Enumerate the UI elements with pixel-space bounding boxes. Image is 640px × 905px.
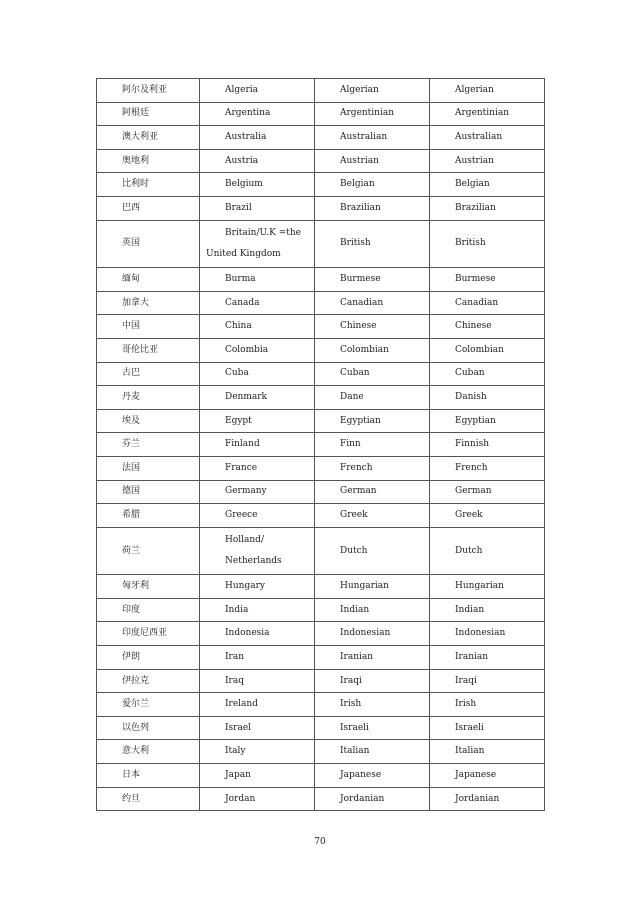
adjective-cell: Colombian: [315, 338, 430, 362]
country-cell: Argentina: [200, 102, 315, 126]
people-cell: Brazilian: [430, 196, 545, 220]
adjective-cell: Austrian: [315, 149, 430, 173]
adjective-cell: Belgian: [315, 173, 430, 197]
table-row: [97, 693, 545, 717]
people-cell: Cuban: [430, 362, 545, 386]
country-cell: Austria: [200, 149, 315, 173]
country-cell: Indonesia: [200, 622, 315, 646]
people-cell: Greek: [430, 504, 545, 528]
people-cell: Japanese: [430, 764, 545, 788]
table-row: [97, 196, 545, 220]
people-cell: Algerian: [430, 79, 545, 103]
people-cell: Irish: [430, 693, 545, 717]
chinese-name-cell: 匈牙利: [97, 575, 200, 599]
country-cell: Australia: [200, 126, 315, 150]
table-row: [97, 480, 545, 504]
adjective-cell: Iraqi: [315, 669, 430, 693]
chinese-name-cell: 丹麦: [97, 386, 200, 410]
country-cell: Cuba: [200, 362, 315, 386]
adjective-cell: Argentinian: [315, 102, 430, 126]
table-row: [97, 598, 545, 622]
table-row: [97, 669, 545, 693]
people-cell: Belgian: [430, 173, 545, 197]
chinese-name-cell: 巴西: [97, 196, 200, 220]
country-cell: Belgium: [200, 173, 315, 197]
adjective-cell: Italian: [315, 740, 430, 764]
country-cell: Jordan: [200, 787, 315, 811]
adjective-cell: Cuban: [315, 362, 430, 386]
chinese-name-cell: 伊拉克: [97, 669, 200, 693]
chinese-name-cell: 以色列: [97, 716, 200, 740]
adjective-cell: British: [315, 220, 430, 268]
people-cell: Finnish: [430, 433, 545, 457]
people-cell: Israeli: [430, 716, 545, 740]
people-cell: Chinese: [430, 315, 545, 339]
people-cell: Colombian: [430, 338, 545, 362]
chinese-name-cell: 古巴: [97, 362, 200, 386]
chinese-name-cell: 日本: [97, 764, 200, 788]
chinese-name-cell: 中国: [97, 315, 200, 339]
adjective-cell: Chinese: [315, 315, 430, 339]
table-row: [97, 575, 545, 599]
chinese-name-cell: 爱尔兰: [97, 693, 200, 717]
country-cell: India: [200, 598, 315, 622]
country-line-2: United Kingdom: [206, 249, 281, 260]
country-cell: Iraq: [200, 669, 315, 693]
people-cell: Indian: [430, 598, 545, 622]
adjective-cell: Australian: [315, 126, 430, 150]
chinese-name-cell: 缅甸: [97, 268, 200, 292]
country-cell: Hungary: [200, 575, 315, 599]
chinese-name-cell: 阿尔及利亚: [97, 79, 200, 103]
chinese-name-cell: 印度尼西亚: [97, 622, 200, 646]
country-cell: [200, 220, 315, 268]
table-row: [97, 433, 545, 457]
country-cell: [200, 527, 315, 575]
chinese-name-cell: 比利时: [97, 173, 200, 197]
people-cell: Iranian: [430, 646, 545, 670]
table-row: [97, 79, 545, 103]
people-cell: German: [430, 480, 545, 504]
country-cell: Egypt: [200, 409, 315, 433]
table-row: [97, 740, 545, 764]
table-row: [97, 173, 545, 197]
adjective-cell: Irish: [315, 693, 430, 717]
adjective-cell: Burmese: [315, 268, 430, 292]
country-cell: Germany: [200, 480, 315, 504]
chinese-name-cell: 加拿大: [97, 291, 200, 315]
people-cell: Jordanian: [430, 787, 545, 811]
chinese-name-cell: 澳大利亚: [97, 126, 200, 150]
people-cell: French: [430, 456, 545, 480]
people-cell: British: [430, 220, 545, 268]
people-cell: Argentinian: [430, 102, 545, 126]
adjective-cell: Finn: [315, 433, 430, 457]
country-cell: China: [200, 315, 315, 339]
adjective-cell: Canadian: [315, 291, 430, 315]
chinese-name-cell: 希腊: [97, 504, 200, 528]
table-row: [97, 764, 545, 788]
people-cell: Hungarian: [430, 575, 545, 599]
chinese-name-cell: 英国: [97, 220, 200, 268]
table-row: [97, 126, 545, 150]
people-cell: Egyptian: [430, 409, 545, 433]
adjective-cell: Dutch: [315, 527, 430, 575]
adjective-cell: Israeli: [315, 716, 430, 740]
people-cell: Danish: [430, 386, 545, 410]
table-row: [97, 622, 545, 646]
adjective-cell: Hungarian: [315, 575, 430, 599]
country-cell: Algeria: [200, 79, 315, 103]
country-line-2: Netherlands: [225, 556, 282, 567]
adjective-cell: Brazilian: [315, 196, 430, 220]
adjective-cell: Dane: [315, 386, 430, 410]
table-row: [97, 315, 545, 339]
country-cell: Colombia: [200, 338, 315, 362]
country-cell: Italy: [200, 740, 315, 764]
adjective-cell: Algerian: [315, 79, 430, 103]
country-cell: Ireland: [200, 693, 315, 717]
country-cell: Greece: [200, 504, 315, 528]
table-row: [97, 386, 545, 410]
chinese-name-cell: 意大利: [97, 740, 200, 764]
country-cell: Denmark: [200, 386, 315, 410]
table-row: [97, 220, 545, 268]
page-number: 70: [314, 837, 326, 847]
country-cell: Japan: [200, 764, 315, 788]
chinese-name-cell: 芬兰: [97, 433, 200, 457]
people-cell: Austrian: [430, 149, 545, 173]
people-cell: Indonesian: [430, 622, 545, 646]
chinese-name-cell: 法国: [97, 456, 200, 480]
chinese-name-cell: 哥伦比亚: [97, 338, 200, 362]
adjective-cell: French: [315, 456, 430, 480]
country-cell: Finland: [200, 433, 315, 457]
country-cell: Iran: [200, 646, 315, 670]
country-cell: France: [200, 456, 315, 480]
adjective-cell: Indian: [315, 598, 430, 622]
people-cell: Italian: [430, 740, 545, 764]
people-cell: Iraqi: [430, 669, 545, 693]
country-cell: Brazil: [200, 196, 315, 220]
chinese-name-cell: 约旦: [97, 787, 200, 811]
people-cell: Dutch: [430, 527, 545, 575]
table-row: [97, 102, 545, 126]
nationality-table: [96, 78, 545, 811]
chinese-name-cell: 奥地利: [97, 149, 200, 173]
table-row: [97, 527, 545, 575]
country-cell: Israel: [200, 716, 315, 740]
country-line-1: Holland/: [225, 534, 264, 545]
chinese-name-cell: 埃及: [97, 409, 200, 433]
chinese-name-cell: 荷兰: [97, 527, 200, 575]
chinese-name-cell: 印度: [97, 598, 200, 622]
table-row: [97, 504, 545, 528]
adjective-cell: Japanese: [315, 764, 430, 788]
country-line-1: Britain/U.K =the: [225, 227, 301, 238]
table-row: [97, 646, 545, 670]
country-cell: Canada: [200, 291, 315, 315]
adjective-cell: German: [315, 480, 430, 504]
table-row: [97, 409, 545, 433]
country-cell: Burma: [200, 268, 315, 292]
people-cell: Burmese: [430, 268, 545, 292]
chinese-name-cell: 伊朗: [97, 646, 200, 670]
table-row: [97, 362, 545, 386]
adjective-cell: Jordanian: [315, 787, 430, 811]
adjective-cell: Egyptian: [315, 409, 430, 433]
table-row: [97, 787, 545, 811]
table-row: [97, 149, 545, 173]
people-cell: Canadian: [430, 291, 545, 315]
adjective-cell: Iranian: [315, 646, 430, 670]
chinese-name-cell: 德国: [97, 480, 200, 504]
table-row: [97, 456, 545, 480]
adjective-cell: Greek: [315, 504, 430, 528]
people-cell: Australian: [430, 126, 545, 150]
table-row: [97, 268, 545, 292]
adjective-cell: Indonesian: [315, 622, 430, 646]
chinese-name-cell: 阿根廷: [97, 102, 200, 126]
table-row: [97, 716, 545, 740]
table-row: [97, 291, 545, 315]
table-row: [97, 338, 545, 362]
table-body: [97, 79, 545, 811]
